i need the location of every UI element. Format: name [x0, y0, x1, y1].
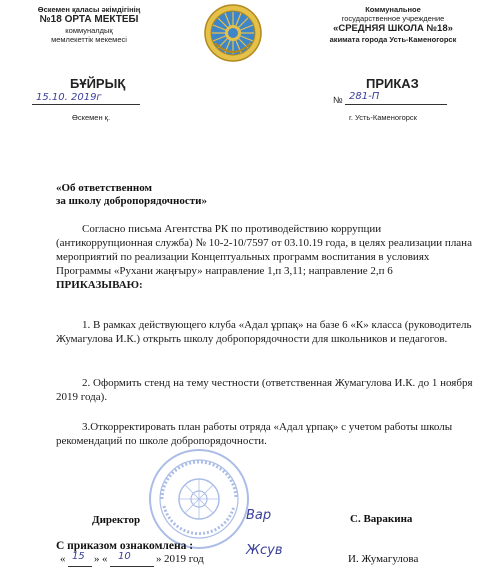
- ack-signature: Жсув: [246, 543, 283, 558]
- header-left-line-2: №18 ОРТА МЕКТЕБІ: [39, 14, 139, 25]
- ack-date: [60, 553, 230, 569]
- order-item-1: 1. В рамках действующего клуба «Адал ұрпақ» на базе 6 «К» класса (руководитель Жумагулова И.К.) открыть школу добропорядочности для школьников и педагогов.: [56, 319, 472, 345]
- ack-month-open-quote: «: [102, 553, 108, 565]
- official-stamp-icon: [148, 448, 250, 550]
- title-kz: БҰЙРЫҚ: [70, 76, 126, 91]
- ack-day-line: [68, 566, 92, 567]
- header-left-line-1: Өскемен қаласы әкімдігінің: [37, 5, 141, 14]
- header-right-line-1: Коммунальное: [365, 5, 421, 14]
- order-preamble: [56, 222, 474, 292]
- city-ru: г. Усть-Каменогорск: [349, 113, 417, 122]
- ack-name: И. Жумагулова: [348, 553, 419, 565]
- order-no-line: [345, 104, 447, 105]
- ack-month-line: [110, 566, 154, 567]
- header-right-line-2: государственное учреждение: [341, 14, 445, 23]
- order-no-label: №: [333, 95, 343, 105]
- order-number: 281-П: [349, 91, 380, 102]
- header-right: [308, 5, 478, 44]
- header-left-line-4: мемлекеттік мекемесі: [51, 35, 127, 44]
- ack-day: 15: [72, 551, 85, 562]
- header-left: [14, 5, 164, 44]
- subject-line-1: «Об ответственном: [56, 182, 152, 194]
- order-subject: [56, 182, 356, 208]
- ack-label: С приказом ознакомлена :: [56, 540, 194, 552]
- director-name: С. Варакина: [350, 513, 413, 525]
- city-kz: Өскемен қ.: [72, 113, 111, 122]
- subject-line-2: за школу добропорядочности»: [56, 195, 207, 207]
- header-left-line-3: коммуналдық: [65, 26, 113, 35]
- director-signature: Вар: [246, 508, 272, 523]
- title-ru: ПРИКАЗ: [366, 76, 419, 91]
- order-item-2: 2. Оформить стенд на тему честности (ответственная Жумагулова И.К. до 1 ноября 2019 года).: [56, 377, 473, 403]
- preamble-text: Согласно письма Агентства РК по противодействию коррупции (антикоррупционная служба) № 10-2-10/7597 от 03.10.19 года, в целях реализации плана мероприятий по реализации Концептуальных программ воспитания в условиях Программы «Рухани жаңғыру» направление 1,п 3,11; направление 2,п 6: [56, 223, 472, 277]
- ack-day-close-quote: »: [94, 553, 100, 565]
- header-right-line-3: «СРЕДНЯЯ ШКОЛА №18»: [333, 23, 453, 34]
- ack-day-open-quote: «: [60, 553, 66, 565]
- state-emblem-icon: [203, 3, 263, 63]
- order-word: ПРИКАЗЫВАЮ:: [56, 279, 143, 291]
- ack-month: 10: [118, 551, 131, 562]
- date-line: [32, 104, 140, 105]
- order-date: 15.10. 2019г: [36, 92, 102, 103]
- order-item-3: 3.Откорректировать план работы отряда «Адал ұрпақ» с учетом работы школы рекомендаций по школе добропорядочности.: [56, 421, 453, 447]
- ack-month-close-quote: »: [156, 553, 162, 565]
- header-right-line-4: акимата города Усть-Каменогорск: [329, 35, 457, 44]
- director-label: Директор: [92, 514, 141, 526]
- ack-year: 2019 год: [164, 553, 204, 565]
